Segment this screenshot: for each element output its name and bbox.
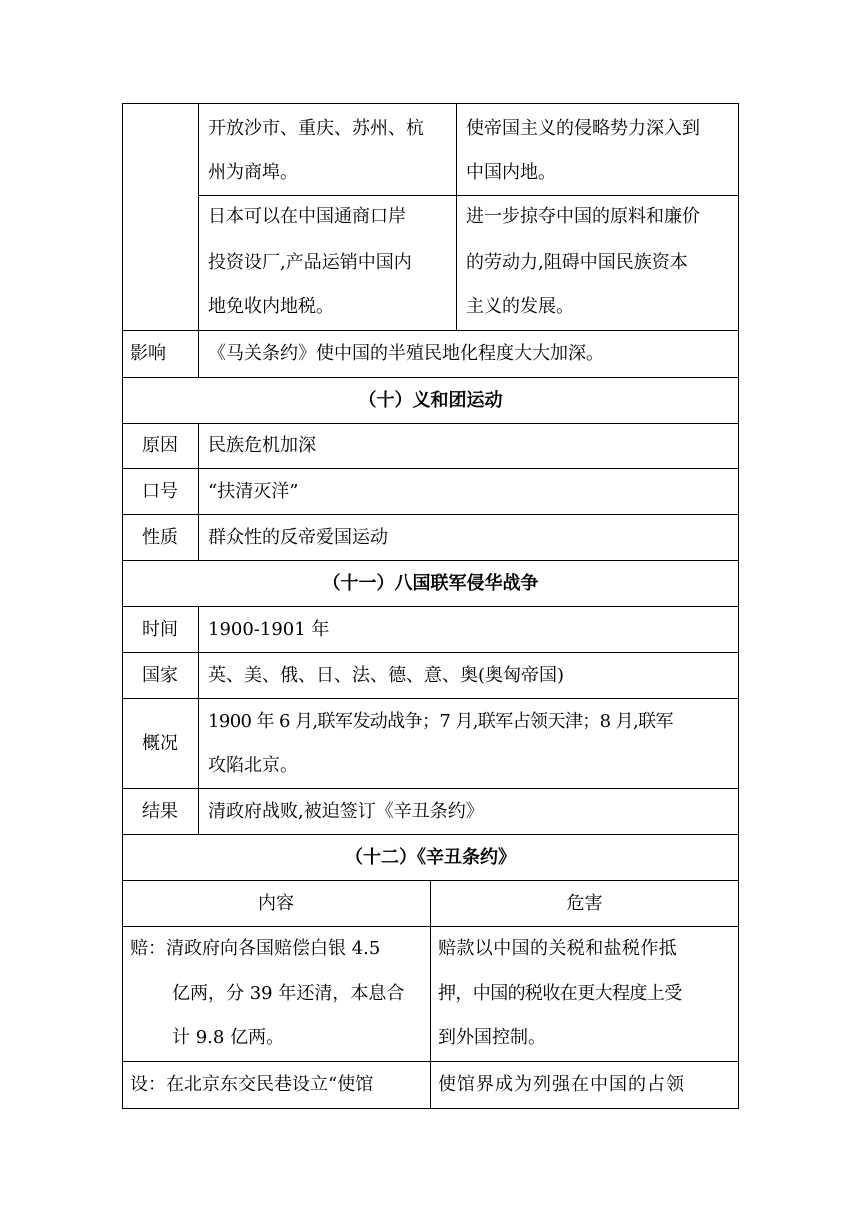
xinchou-row1-content-line2: 亿两，分 39 年还清，本息合 bbox=[172, 983, 405, 1004]
eight-nation-time-value: 1900-1901 年 bbox=[208, 619, 330, 640]
xinchou-row2-harm-line1: 使馆界成为列强在中国的占领 bbox=[438, 1074, 685, 1095]
xinchou-row1-content-line1: 赔：清政府向各国赔偿白银 4.5 bbox=[130, 938, 381, 959]
boxer-heading: （十）义和团运动 bbox=[358, 390, 503, 411]
xinchou-row2-content-line1: 设：在北京东交民巷设立“使馆 bbox=[130, 1074, 374, 1095]
eight-nation-overview-label: 概况 bbox=[142, 733, 178, 754]
eight-nation-result-label: 结果 bbox=[142, 801, 178, 822]
divider bbox=[122, 514, 739, 515]
eight-nation-overview-line2: 攻陷北京。 bbox=[208, 755, 298, 776]
xinchou-heading: （十二）《辛丑条约》 bbox=[345, 847, 516, 868]
influence-value: 《马关条约》使中国的半殖民地化程度大大加深。 bbox=[208, 343, 604, 364]
treaty-row1-content-line2: 州为商埠。 bbox=[208, 162, 298, 183]
eight-nation-time-label: 时间 bbox=[142, 619, 178, 640]
treaty-row2-harm-line1: 进一步掠夺中国的原料和廉价 bbox=[466, 206, 700, 227]
divider bbox=[122, 834, 739, 835]
boxer-nature-value: 群众性的反帝爱国运动 bbox=[208, 527, 388, 548]
xinchou-row1-harm-line3: 到外国控制。 bbox=[438, 1027, 546, 1048]
xinchou-row1-content-line3: 计 9.8 亿两。 bbox=[172, 1027, 285, 1048]
eight-nation-countries-value: 英、美、俄、日、法、德、意、奥(奥匈帝国) bbox=[208, 665, 565, 686]
divider bbox=[122, 560, 739, 561]
divider bbox=[122, 698, 739, 699]
treaty-row2-content-line2: 投资设厂,产品运销中国内 bbox=[208, 252, 412, 273]
eight-nation-heading: （十一）八国联军侵华战争 bbox=[322, 573, 539, 594]
divider bbox=[122, 652, 739, 653]
boxer-cause-value: 民族危机加深 bbox=[208, 435, 316, 456]
divider bbox=[122, 423, 739, 424]
treaty-row1-content-line1: 开放沙市、重庆、苏州、杭 bbox=[208, 118, 424, 139]
treaty-row1-harm-line2: 中国内地。 bbox=[466, 162, 556, 183]
boxer-slogan-value: “扶清灭洋” bbox=[208, 481, 299, 502]
divider bbox=[122, 377, 739, 378]
treaty-row2-content-line1: 日本可以在中国通商口岸 bbox=[208, 206, 406, 227]
divider bbox=[198, 195, 739, 196]
divider bbox=[198, 423, 199, 560]
xinchou-row1-harm-line1: 赔款以中国的关税和盐税作抵 bbox=[438, 938, 678, 959]
divider bbox=[122, 330, 739, 331]
xinchou-harm-header: 危害 bbox=[566, 893, 603, 914]
eight-nation-overview-line1: 1900 年 6 月,联军发动战争；7 月,联军占领天津；8 月,联军 bbox=[208, 711, 673, 732]
divider bbox=[122, 468, 739, 469]
influence-label: 影响 bbox=[130, 343, 166, 364]
boxer-nature-label: 性质 bbox=[142, 527, 178, 548]
divider bbox=[122, 926, 739, 927]
divider bbox=[122, 788, 739, 789]
divider bbox=[198, 606, 199, 834]
xinchou-row1-harm-line2: 押，中国的税收在更大程度上受 bbox=[438, 983, 682, 1004]
treaty-row2-harm-line3: 主义的发展。 bbox=[466, 296, 574, 317]
divider bbox=[122, 606, 739, 607]
treaty-row2-harm-line2: 的劳动力,阻碍中国民族资本 bbox=[466, 252, 688, 273]
eight-nation-countries-label: 国家 bbox=[142, 665, 178, 686]
divider bbox=[122, 1061, 739, 1062]
xinchou-content-header: 内容 bbox=[258, 893, 294, 914]
eight-nation-result-value: 清政府战败,被迫签订《辛丑条约》 bbox=[208, 801, 484, 822]
treaty-row2-content-line3: 地免收内地税。 bbox=[208, 296, 334, 317]
boxer-cause-label: 原因 bbox=[142, 435, 178, 456]
boxer-slogan-label: 口号 bbox=[142, 481, 178, 502]
divider bbox=[456, 103, 457, 330]
treaty-row1-harm-line1: 使帝国主义的侵略势力深入到 bbox=[466, 118, 700, 139]
divider bbox=[198, 103, 199, 377]
